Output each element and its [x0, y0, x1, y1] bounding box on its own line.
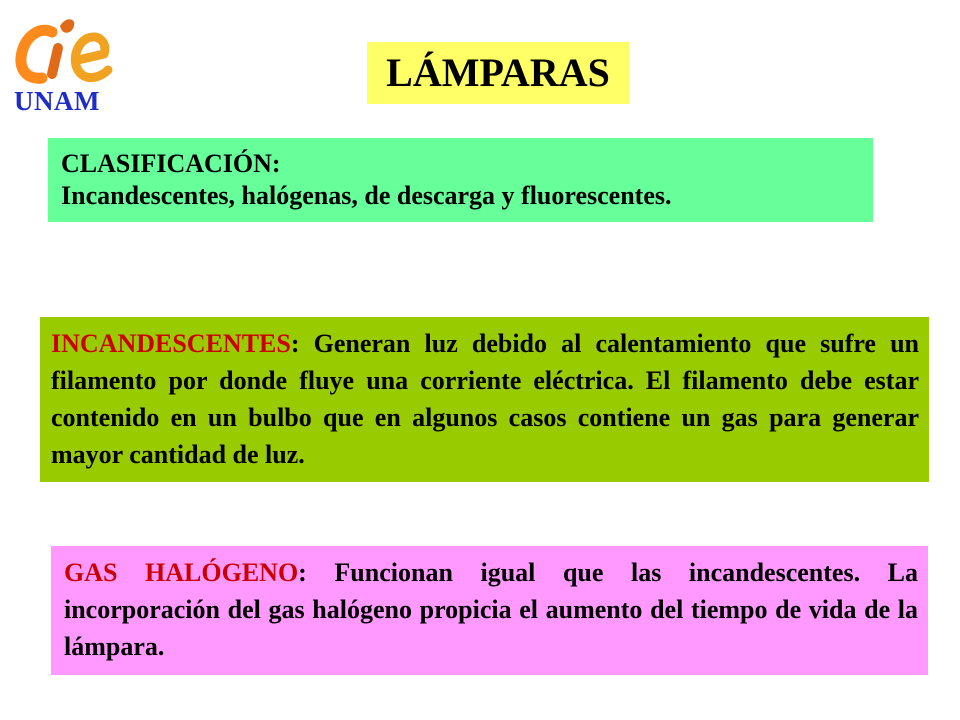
page-title: LÁMPARAS	[386, 50, 610, 95]
clasificacion-body: Incandescentes, halógenas, de descarga y fluorescentes.	[61, 181, 672, 210]
incandescentes-body: Generan luz debido al calentamiento que sufre un filamento por donde fluye una corriente eléctrica. El filamento debe estar contenido en un bulbo que en algunos casos contiene un gas para generar mayor cantidad de luz.	[51, 329, 919, 469]
cie-unam-logo	[12, 12, 122, 116]
logo-c-letter	[21, 30, 52, 78]
logo-i-dot	[60, 19, 74, 33]
gas-halogeno-body: Funcionan igual que las incandescentes. La incorporación del gas halógeno propicia el aumento del tiempo de vida de la lámpara.	[64, 558, 918, 661]
logo-org-text: UNAM	[14, 86, 100, 116]
incandescentes-box	[40, 317, 929, 482]
incandescentes-separator: :	[290, 329, 300, 358]
clasificacion-heading: CLASIFICACIÓN:	[61, 149, 281, 178]
gas-halogeno-separator: :	[298, 558, 307, 587]
clasificacion-box	[48, 138, 873, 222]
gas-halogeno-box	[51, 546, 928, 675]
incandescentes-term: INCANDESCENTES	[51, 329, 291, 358]
gas-halogeno-term: GAS HALÓGENO	[64, 558, 299, 587]
title-banner	[367, 42, 629, 104]
logo-i-stem	[52, 48, 58, 74]
cie-logo-mark-icon	[12, 12, 122, 92]
logo-e-letter	[75, 37, 108, 78]
